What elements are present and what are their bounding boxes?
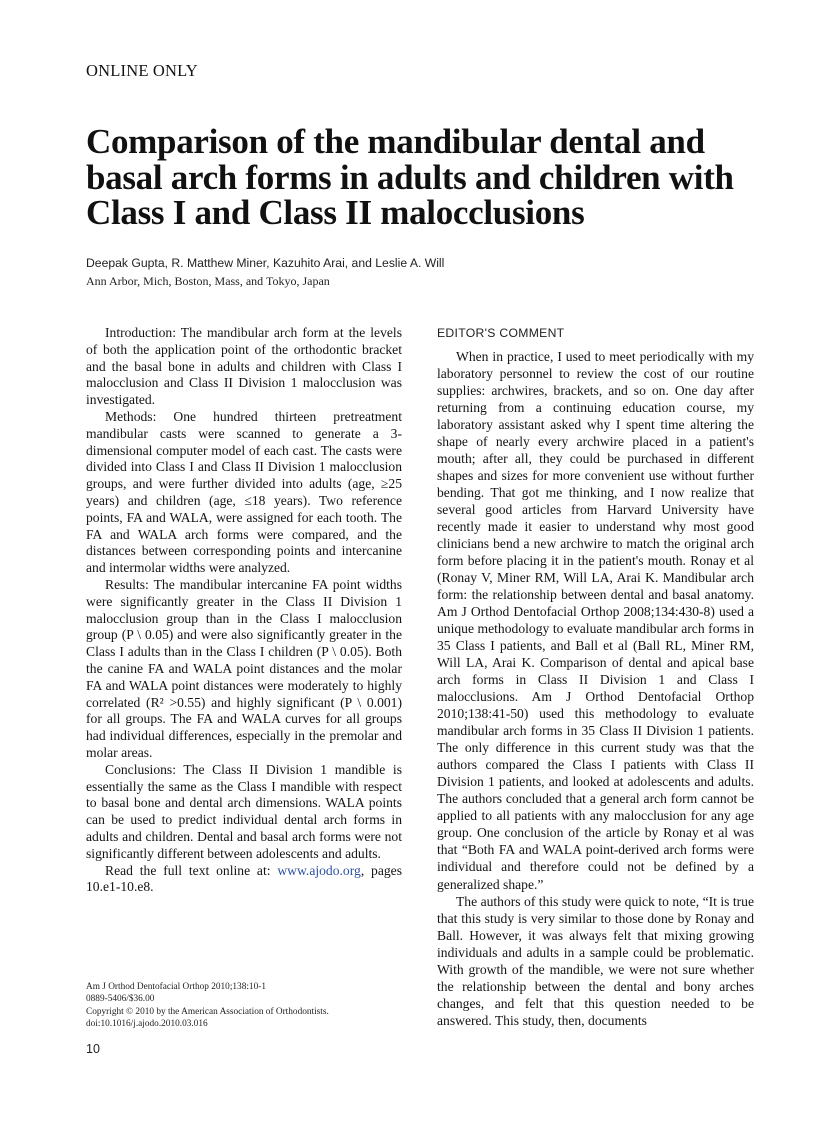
- abstract-conclusions: Conclusions: The Class II Division 1 mandible is essentially the same as the Class I mandible with respect to basal bone and dental arch dimensions. WALA points can be used to predict individual dental arch forms in adults and children. Dental and basal arch forms were not significantly different between adolescents and adults.: [86, 761, 402, 861]
- editor-comment-paragraph-1: When in practice, I used to meet periodically with my laboratory personnel to review the cost of our routine supplies: archwires, brackets, and so on. One day after returning from a continuing education course, my laboratory assistant asked why I spent time altering the shape of nearly every archwire placed in a patient's mouth; after all, they could be purchased in different shapes and sizes for more convenient use without further bending. That got me thinking, and I now realize that several good articles from Harvard University have recently made it easier to understand why most good clinicians bend a new archwire to match the original arch form before placing it in the patient's mouth. Ronay et al (Ronay V, Miner RM, Will LA, Arai K. Mandibular arch form: the relationship between dental and basal anatomy. Am J Orthod Dentofacial Orthop 2008;134:430-8) used a unique methodology to evaluate mandibular arch forms in 35 Class I patients, and Ball et al (Ball RL, Miner RM, Will LA, Arai K. Comparison of dental and apical base arch forms in Class II Division 1 and Class I malocclusions. Am J Orthod Dentofacial Orthop 2010;138:41-50) used this methodology to evaluate mandibular arch forms in 35 Class II Division 1 patients. The only difference in this current study was that the authors compared the Class I patients with Class II Division 1 patients, and looked at adolescents and adults. The authors concluded that a general arch form cannot be applied to all patients with any malocclusion for any age group. One conclusion of the article by Ronay et al was that “Both FA and WALA point-derived arch forms were individual and therefore could not be defined by a generalized shape.”: [437, 349, 754, 892]
- abstract-results: Results: The mandibular intercanine FA point widths were significantly greater in the Class II Division 1 malocclusion group than in the Class I malocclusion group (P \ 0.05) and were also significantly greater in the Class I adults than in the Class I children (P \ 0.05). Both the canine FA and WALA point distances and the molar FA and WALA point distances were moderately to highly correlated (R² >0.55) and highly significant (P \ 0.001) for all groups. The FA and WALA curves for all groups had individual differences, especially in the premolar and molar areas.: [86, 576, 402, 760]
- abstract-column: [86, 325, 402, 896]
- footnote-copyright: Copyright © 2010 by the American Association of Orthodontists.: [86, 1006, 329, 1017]
- article-title: Comparison of the mandibular dental and basal arch forms in adults and children with Class I and Class II malocclusions: [86, 122, 734, 232]
- footnote-doi: doi:10.1016/j.ajodo.2010.03.016: [86, 1019, 208, 1030]
- author-list: Deepak Gupta, R. Matthew Miner, Kazuhito Arai, and Leslie A. Will: [86, 256, 445, 270]
- read-more: [86, 863, 402, 897]
- read-more-prefix: Read the full text online at:: [105, 862, 278, 878]
- editor-comment-heading: EDITOR'S COMMENT: [437, 326, 565, 340]
- footnote-citation: Am J Orthod Dentofacial Orthop 2010;138:10-1: [86, 982, 266, 992]
- section-label: ONLINE ONLY: [86, 61, 198, 80]
- read-more-suffix: , pages 10.e1-10.e8.: [86, 862, 402, 895]
- page-number: 10: [86, 1042, 100, 1056]
- abstract-introduction: Introduction: The mandibular arch form at the levels of both the application point of the orthodontic bracket and the basal bone in adults and children with Class I malocclusion and Class II Division 1 malocclusion was investigated.: [86, 325, 402, 408]
- citation-footnote: [86, 981, 402, 1031]
- journal-website-link[interactable]: www.ajodo.org: [277, 862, 361, 878]
- footnote-issn: 0889-5406/$36.00: [86, 994, 155, 1005]
- abstract-methods: Methods: One hundred thirteen pretreatment mandibular casts were scanned to generate a 3-dimensional computer model of each cast. The casts were divided into Class I and Class II Division 1 malocclusion groups, and were further divided into adults (age, ≥25 years) and children (age, ≤18 years). Two reference points, FA and WALA, were assigned for each tooth. The FA and WALA arch forms were compared, and the distances between corresponding points and intercanine and intermolar widths were analyzed.: [86, 408, 402, 576]
- author-affiliation: Ann Arbor, Mich, Boston, Mass, and Tokyo, Japan: [86, 274, 330, 288]
- editor-comment-column: [437, 325, 754, 1029]
- editor-comment-paragraph-2: The authors of this study were quick to note, “It is true that this study is very similar to those done by Ronay and Ball. However, it was always felt that mixing growing individuals and adults in a sample could be problematic. With growth of the mandible, we were not sure whether the relationship between the dental and bony arches changes, and felt that this question needed to be answered. This study, then, documents: [437, 893, 754, 1028]
